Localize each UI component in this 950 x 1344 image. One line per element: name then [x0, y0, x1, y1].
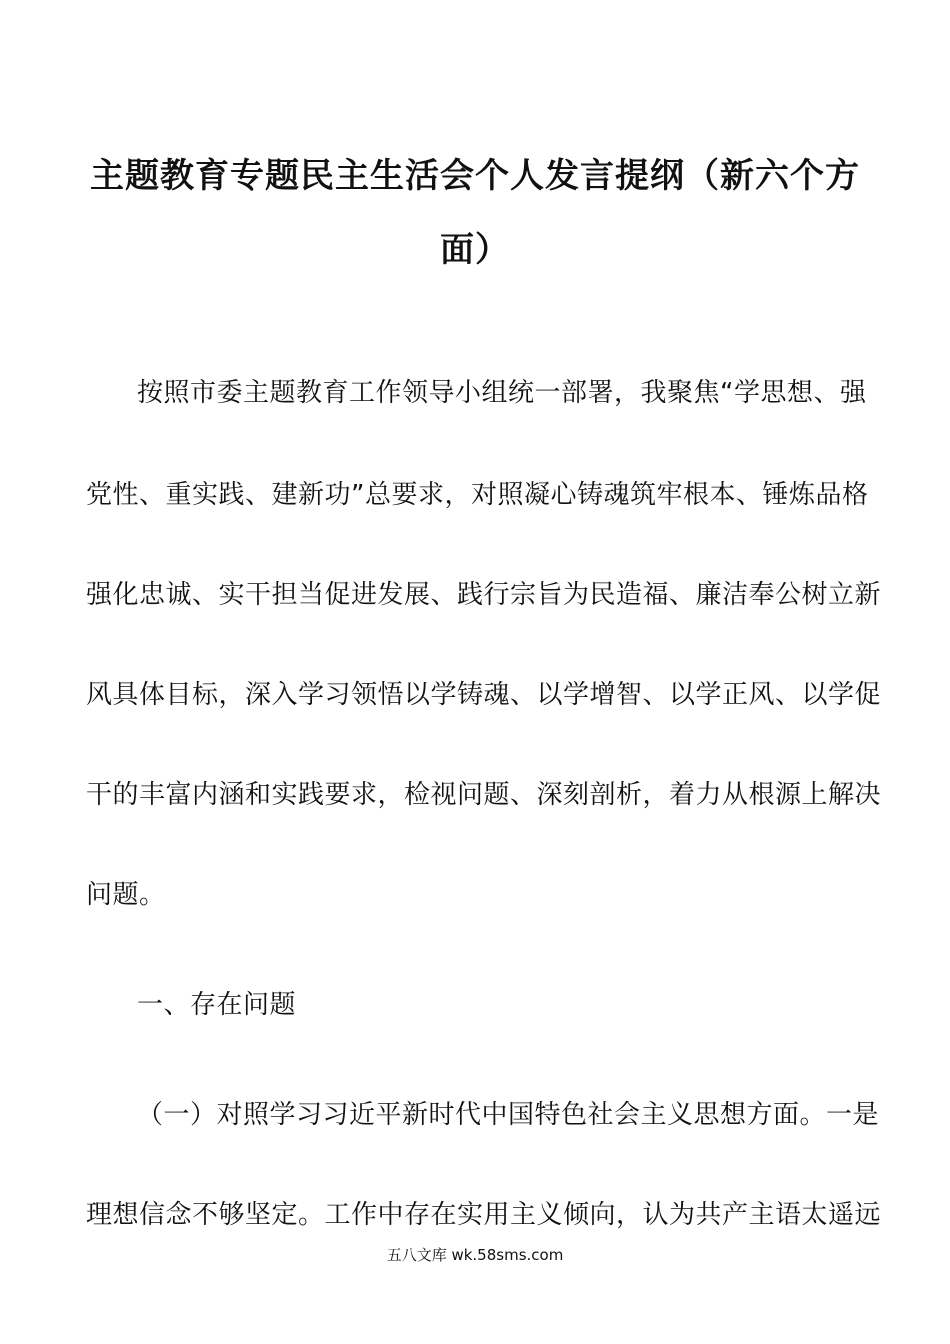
intro-paragraph-line-4: 风具体目标，深入学习领悟以学铸魂、以学增智、以学正风、以学促: [86, 680, 882, 710]
document-title-line-1: 主题教育专题民主生活会个人发言提纲（新六个方: [90, 156, 860, 196]
intro-paragraph-line-2: 党性、重实践、建新功”总要求，对照凝心铸魂筑牢根本、锤炼品格: [86, 480, 869, 510]
intro-paragraph-line-5: 干的丰富内涵和实践要求，检视问题、深刻剖析，着力从根源上解决: [86, 780, 882, 810]
footer-watermark: 五八文库 wk.58sms.com: [386, 1246, 564, 1264]
section-heading: 一、存在问题: [137, 990, 297, 1020]
intro-paragraph-line-3: 强化忠诚、实干担当促进发展、践行宗旨为民造福、廉洁奉公树立新: [86, 580, 882, 610]
subsection-paragraph-line-2: 理想信念不够坚定。工作中存在实用主义倾向，认为共产主语太遥远: [86, 1200, 882, 1230]
intro-paragraph-line-6: 问题。: [86, 880, 166, 910]
intro-paragraph-line-1: 按照市委主题教育工作领导小组统一部署，我聚焦“学思想、强: [137, 378, 867, 408]
subsection-paragraph-line-1: （一）对照学习习近平新时代中国特色社会主义思想方面。一是: [137, 1100, 880, 1130]
document-title-line-2: 面）: [440, 230, 510, 270]
